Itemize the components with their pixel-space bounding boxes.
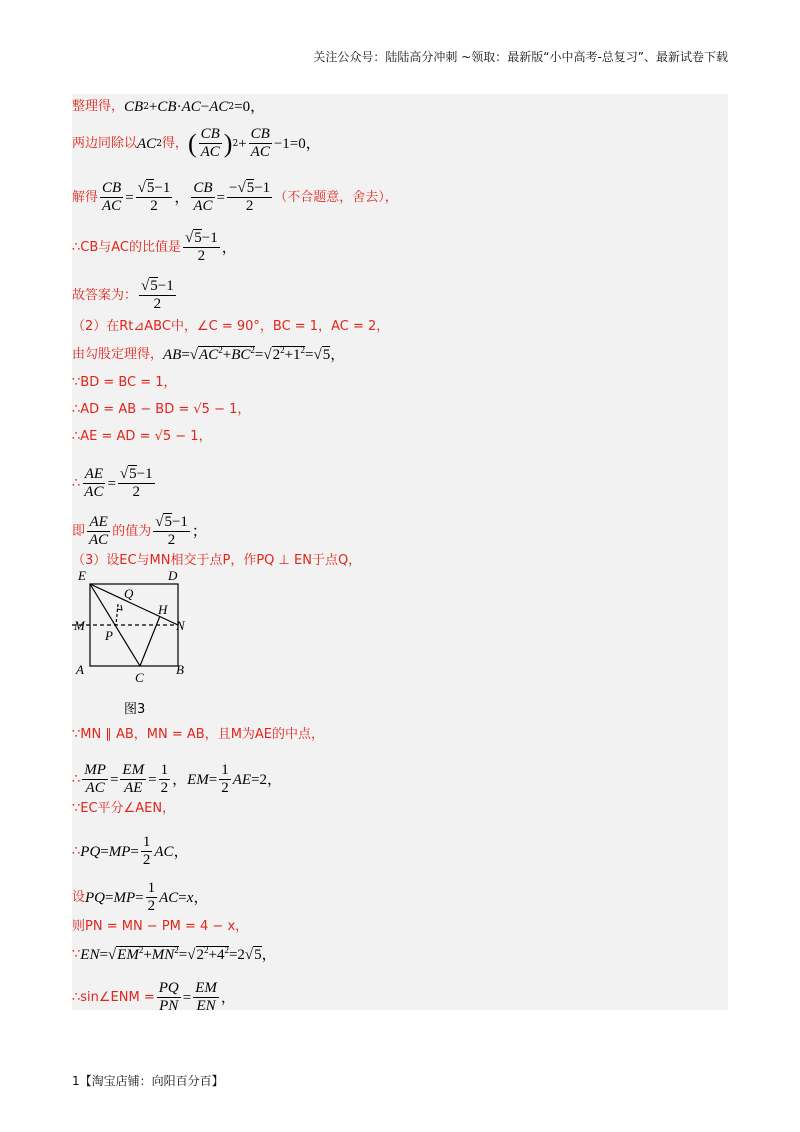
page-header: 关注公众号：陆陆高分冲刺 ~领取：最新版“小中高考-总复习”、最新试卷下载 bbox=[313, 50, 728, 64]
line-2: 两边同除以 AC 2 得， ( $\frac{CB}{AC}$ ) 2 + $\frac{CB}{AC}$ −1=0， bbox=[72, 126, 321, 160]
segment-pq bbox=[116, 604, 118, 625]
line-13: （3）设EC与MN相交于点P，作PQ ⊥ EN于点Q， bbox=[72, 553, 362, 568]
line-10: ∴AE = AD = √5 − 1， bbox=[72, 429, 212, 444]
line-20: ∵ EN $=√EM^2+MN^2=√2^2+4^2=2√5$， bbox=[72, 945, 277, 963]
label-d: D bbox=[168, 570, 178, 583]
label-q: Q bbox=[124, 586, 134, 601]
line-12: 即 $\frac{AE}{AC}$ 的值为 $\frac{√5-1}{2}$ ； bbox=[72, 514, 207, 548]
figure-caption: 图3 bbox=[124, 702, 146, 717]
label-h: H bbox=[158, 602, 168, 617]
line-3: 解得 $\frac{CB}{AC}$ = $\frac{√5-1}{2}$ ， $\frac{CB}{AC}$ = $\frac{-√5-1}{2}$ （不合题意，舍去）， bbox=[72, 180, 398, 214]
line-16: ∵EC平分∠AEN， bbox=[72, 801, 176, 816]
label-b: B bbox=[176, 662, 184, 677]
segment-ch bbox=[140, 616, 160, 666]
label-p: P bbox=[105, 628, 113, 643]
line-9: ∴AD = AB − BD = √5 − 1， bbox=[72, 402, 251, 417]
line-8: ∵BD = BC = 1， bbox=[72, 375, 177, 390]
line-19: 则PN = MN − PM = 4 − x， bbox=[72, 919, 249, 934]
line-14: ∵MN ∥ AB，MN = AB，且M为AE的中点， bbox=[72, 727, 325, 742]
label-n: N bbox=[176, 618, 185, 633]
label-e: E bbox=[78, 570, 86, 583]
label-m: M bbox=[74, 618, 85, 633]
line-5: 故答案为： $\frac{√5-1}{2}$ bbox=[72, 278, 174, 312]
label-a: A bbox=[76, 662, 84, 677]
line-18: 设 PQ = MP = $\frac{1}{2}$ AC = x ， bbox=[72, 880, 209, 914]
line-11: ∴ $\frac{AE}{AC}$ = $\frac{√5-1}{2}$ bbox=[72, 466, 153, 500]
page-footer: 1【淘宝店铺：向阳百分百】 bbox=[72, 1074, 224, 1088]
label-c: C bbox=[135, 670, 144, 685]
line-15: ∴ $\frac{MP}{AC}$ = $\frac{EM}{AE}$ = $\frac{1}{2}$ ， EM = $\frac{1}{2}$ AE =2， bbox=[72, 762, 283, 796]
solution-content bbox=[72, 94, 728, 1014]
line-1: 整理得， CB 2 + CB · AC − AC 2 =0， bbox=[72, 99, 266, 115]
line-7: 由勾股定理得， AB $=√AC^2+BC^2=√2^2+1^2=√5$， bbox=[72, 345, 346, 363]
line-4: ∴CB与AC的比值是 $\frac{√5-1}{2}$ ， bbox=[72, 230, 237, 264]
geometry-figure bbox=[72, 570, 212, 700]
line-21: ∴sin∠ENM = $\frac{PQ}{PN}$ = $\frac{EM}{EN}$ ， bbox=[72, 980, 236, 1014]
line-6: （2）在Rt⊿ABC中，∠C = 90°，BC = 1，AC = 2， bbox=[72, 319, 390, 334]
line-17: ∴ PQ = MP = $\frac{1}{2}$ AC ， bbox=[72, 834, 189, 868]
